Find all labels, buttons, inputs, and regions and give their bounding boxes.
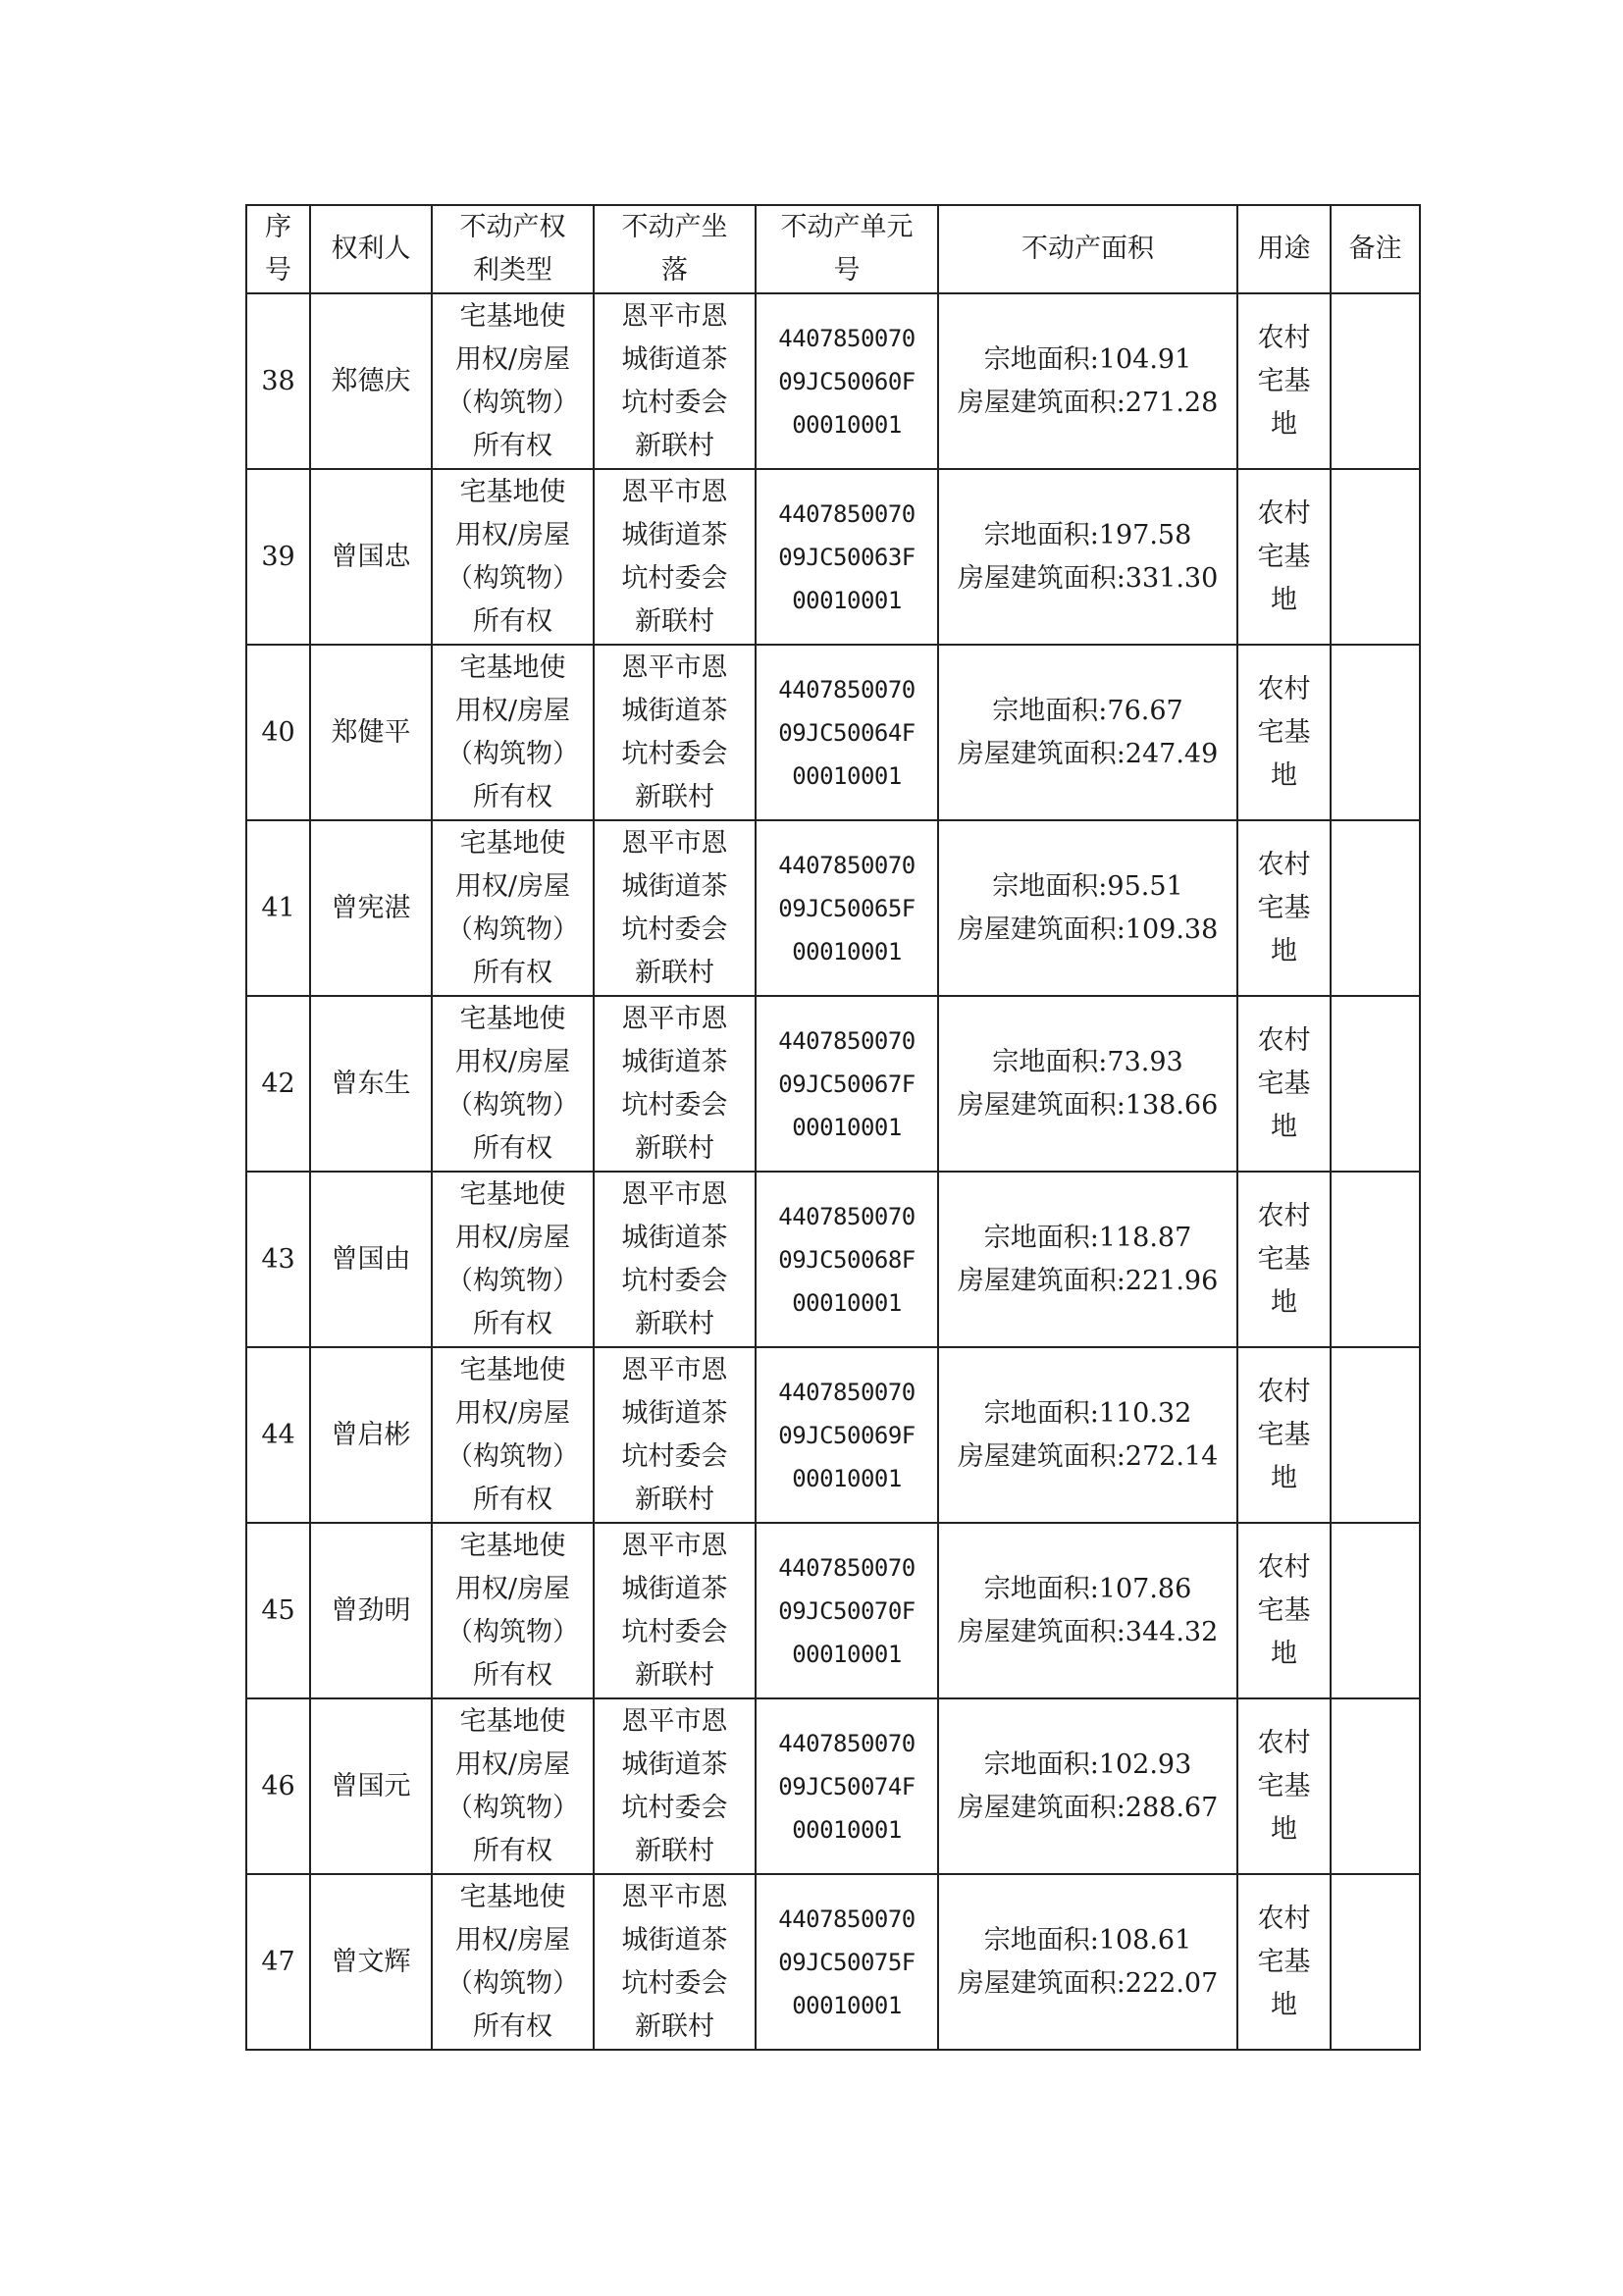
cell-right-type: [432, 996, 594, 1172]
cell-owner-text: 郑德庆: [331, 365, 411, 396]
cell-location: [594, 1523, 756, 1698]
cell-location-text: 恩平市恩 城街道茶 坑村委会 新联村: [621, 1003, 728, 1164]
cell-right-type-text: 宅基地使 用权/房屋 （构筑物） 所有权: [446, 1881, 579, 2042]
cell-owner: [310, 645, 432, 820]
cell-area-text: 宗地面积:95.51 房屋建筑面积:109.38: [957, 870, 1219, 945]
cell-no: [246, 1347, 310, 1523]
cell-right-type-text: 宅基地使 用权/房屋 （构筑物） 所有权: [446, 1530, 579, 1691]
cell-owner-text: 郑健平: [331, 716, 411, 748]
cell-location-text: 恩平市恩 城街道茶 坑村委会 新联村: [621, 300, 728, 461]
cell-area: [938, 996, 1237, 1172]
cell-area: [938, 1347, 1237, 1523]
cell-right-type: [432, 1698, 594, 1874]
cell-location-text: 恩平市恩 城街道茶 坑村委会 新联村: [621, 1705, 728, 1866]
cell-no-text: 43: [261, 1243, 295, 1275]
cell-usage: [1237, 1172, 1331, 1347]
cell-usage-text: 农村 宅基 地: [1257, 1551, 1311, 1669]
header-owner-label: 权利人: [331, 234, 411, 264]
cell-owner-text: 曾国由: [331, 1243, 411, 1275]
table-row: [246, 645, 1420, 820]
cell-owner-text: 曾宪湛: [331, 892, 411, 923]
cell-location-text: 恩平市恩 城街道茶 坑村委会 新联村: [621, 476, 728, 637]
cell-area: [938, 469, 1237, 645]
cell-no: [246, 1172, 310, 1347]
cell-remark: [1331, 645, 1420, 820]
cell-unit-no: [756, 469, 938, 645]
cell-right-type: [432, 1874, 594, 2050]
cell-unit-no: [756, 820, 938, 996]
header-usage: [1237, 205, 1331, 293]
cell-no-text: 39: [261, 541, 295, 572]
cell-usage: [1237, 1698, 1331, 1874]
cell-remark: [1331, 1347, 1420, 1523]
header-no-label: 序 号: [265, 212, 291, 286]
cell-owner: [310, 820, 432, 996]
cell-usage: [1237, 1874, 1331, 2050]
cell-owner-text: 曾劲明: [331, 1594, 411, 1626]
cell-owner: [310, 1523, 432, 1698]
cell-usage-text: 农村 宅基 地: [1257, 1024, 1311, 1142]
cell-owner: [310, 1698, 432, 1874]
cell-unit-no: [756, 996, 938, 1172]
header-area-label: 不动产面积: [1021, 234, 1154, 264]
cell-area: [938, 1698, 1237, 1874]
table-row: [246, 820, 1420, 996]
cell-location: [594, 645, 756, 820]
cell-area: [938, 645, 1237, 820]
cell-location: [594, 1172, 756, 1347]
cell-no-text: 44: [261, 1419, 295, 1450]
cell-right-type-text: 宅基地使 用权/房屋 （构筑物） 所有权: [446, 652, 579, 812]
cell-remark: [1331, 820, 1420, 996]
cell-remark: [1331, 1698, 1420, 1874]
cell-no-text: 45: [261, 1594, 295, 1626]
cell-unit-no-text: 4407850070 09JC50067F 00010001: [778, 1026, 916, 1141]
cell-remark: [1331, 1874, 1420, 2050]
cell-location-text: 恩平市恩 城街道茶 坑村委会 新联村: [621, 1354, 728, 1515]
cell-right-type-text: 宅基地使 用权/房屋 （构筑物） 所有权: [446, 300, 579, 461]
cell-right-type: [432, 1172, 594, 1347]
cell-no-text: 42: [261, 1068, 295, 1099]
cell-unit-no-text: 4407850070 09JC50065F 00010001: [778, 851, 916, 965]
header-location: [594, 205, 756, 293]
cell-location: [594, 996, 756, 1172]
cell-usage-text: 农村 宅基 地: [1257, 497, 1311, 615]
cell-no: [246, 996, 310, 1172]
cell-location: [594, 293, 756, 469]
cell-no: [246, 293, 310, 469]
cell-remark: [1331, 1523, 1420, 1698]
cell-owner-text: 曾东生: [331, 1068, 411, 1099]
cell-no: [246, 820, 310, 996]
cell-area-text: 宗地面积:76.67 房屋建筑面积:247.49: [957, 695, 1219, 769]
cell-unit-no-text: 4407850070 09JC50068F 00010001: [778, 1202, 916, 1317]
cell-owner: [310, 293, 432, 469]
table-row: [246, 1172, 1420, 1347]
cell-no-text: 46: [261, 1770, 295, 1801]
cell-location: [594, 1347, 756, 1523]
cell-remark: [1331, 469, 1420, 645]
cell-location: [594, 1874, 756, 2050]
cell-owner-text: 曾启彬: [331, 1419, 411, 1450]
cell-unit-no: [756, 645, 938, 820]
cell-location-text: 恩平市恩 城街道茶 坑村委会 新联村: [621, 827, 728, 988]
cell-no-text: 38: [261, 365, 295, 396]
cell-usage-text: 农村 宅基 地: [1257, 1200, 1311, 1318]
header-row: [246, 205, 1420, 293]
cell-usage-text: 农村 宅基 地: [1257, 1376, 1311, 1493]
cell-no: [246, 645, 310, 820]
cell-owner: [310, 996, 432, 1172]
cell-right-type: [432, 293, 594, 469]
cell-area: [938, 1172, 1237, 1347]
header-usage-label: 用途: [1257, 234, 1311, 264]
cell-remark: [1331, 293, 1420, 469]
property-rights-table: [245, 204, 1421, 2051]
cell-owner: [310, 1347, 432, 1523]
cell-owner-text: 曾国忠: [331, 541, 411, 572]
cell-location: [594, 469, 756, 645]
cell-right-type-text: 宅基地使 用权/房屋 （构筑物） 所有权: [446, 476, 579, 637]
cell-no: [246, 1523, 310, 1698]
cell-unit-no-text: 4407850070 09JC50063F 00010001: [778, 499, 916, 614]
cell-area-text: 宗地面积:102.93 房屋建筑面积:288.67: [957, 1748, 1219, 1823]
table-body: [246, 293, 1420, 2050]
cell-location: [594, 820, 756, 996]
cell-owner-text: 曾文辉: [331, 1946, 411, 1977]
cell-right-type-text: 宅基地使 用权/房屋 （构筑物） 所有权: [446, 1354, 579, 1515]
cell-location-text: 恩平市恩 城街道茶 坑村委会 新联村: [621, 652, 728, 812]
cell-area: [938, 1874, 1237, 2050]
table-row: [246, 996, 1420, 1172]
cell-area: [938, 1523, 1237, 1698]
cell-location-text: 恩平市恩 城街道茶 坑村委会 新联村: [621, 1881, 728, 2042]
cell-no: [246, 1698, 310, 1874]
cell-owner-text: 曾国元: [331, 1770, 411, 1801]
cell-unit-no-text: 4407850070 09JC50060F 00010001: [778, 324, 916, 439]
header-unit-no-label: 不动产单元 号: [780, 212, 914, 286]
cell-unit-no: [756, 1172, 938, 1347]
cell-owner: [310, 1874, 432, 2050]
cell-right-type-text: 宅基地使 用权/房屋 （构筑物） 所有权: [446, 1178, 579, 1339]
cell-location: [594, 1698, 756, 1874]
cell-area-text: 宗地面积:110.32 房屋建筑面积:272.14: [957, 1397, 1219, 1472]
table-row: [246, 1347, 1420, 1523]
cell-remark: [1331, 1172, 1420, 1347]
header-owner: [310, 205, 432, 293]
table-row: [246, 1698, 1420, 1874]
header-unit-no: [756, 205, 938, 293]
cell-unit-no: [756, 293, 938, 469]
cell-unit-no-text: 4407850070 09JC50074F 00010001: [778, 1729, 916, 1844]
cell-usage-text: 农村 宅基 地: [1257, 1727, 1311, 1845]
cell-no: [246, 469, 310, 645]
table-header: [246, 205, 1420, 293]
cell-usage-text: 农村 宅基 地: [1257, 849, 1311, 966]
cell-area-text: 宗地面积:118.87 房屋建筑面积:221.96: [957, 1222, 1219, 1296]
cell-unit-no: [756, 1523, 938, 1698]
cell-unit-no-text: 4407850070 09JC50075F 00010001: [778, 1905, 916, 2019]
cell-location-text: 恩平市恩 城街道茶 坑村委会 新联村: [621, 1530, 728, 1691]
cell-right-type: [432, 1523, 594, 1698]
table-row: [246, 293, 1420, 469]
cell-right-type: [432, 469, 594, 645]
header-remark-label: 备注: [1348, 234, 1402, 264]
cell-area-text: 宗地面积:197.58 房屋建筑面积:331.30: [957, 519, 1219, 594]
cell-usage: [1237, 820, 1331, 996]
header-area: [938, 205, 1237, 293]
cell-usage: [1237, 1523, 1331, 1698]
cell-area-text: 宗地面积:73.93 房屋建筑面积:138.66: [957, 1046, 1219, 1121]
cell-right-type-text: 宅基地使 用权/房屋 （构筑物） 所有权: [446, 1003, 579, 1164]
cell-usage: [1237, 293, 1331, 469]
header-location-label: 不动产坐 落: [621, 212, 728, 286]
header-no: [246, 205, 310, 293]
table-row: [246, 469, 1420, 645]
cell-unit-no-text: 4407850070 09JC50070F 00010001: [778, 1553, 916, 1668]
cell-right-type-text: 宅基地使 用权/房屋 （构筑物） 所有权: [446, 827, 579, 988]
cell-unit-no-text: 4407850070 09JC50069F 00010001: [778, 1378, 916, 1492]
cell-no-text: 47: [261, 1946, 295, 1977]
cell-right-type: [432, 645, 594, 820]
cell-usage-text: 农村 宅基 地: [1257, 673, 1311, 791]
cell-area-text: 宗地面积:107.86 房屋建筑面积:344.32: [957, 1573, 1219, 1647]
cell-right-type-text: 宅基地使 用权/房屋 （构筑物） 所有权: [446, 1705, 579, 1866]
cell-area: [938, 293, 1237, 469]
cell-right-type: [432, 1347, 594, 1523]
cell-usage: [1237, 469, 1331, 645]
table-row: [246, 1874, 1420, 2050]
cell-usage: [1237, 996, 1331, 1172]
cell-area-text: 宗地面积:104.91 房屋建筑面积:271.28: [957, 343, 1219, 418]
cell-usage-text: 农村 宅基 地: [1257, 322, 1311, 440]
cell-area-text: 宗地面积:108.61 房屋建筑面积:222.07: [957, 1924, 1219, 1999]
cell-no-text: 41: [261, 892, 295, 923]
cell-no-text: 40: [261, 716, 295, 748]
cell-remark: [1331, 996, 1420, 1172]
cell-usage: [1237, 645, 1331, 820]
header-remark: [1331, 205, 1420, 293]
header-right-type: [432, 205, 594, 293]
cell-owner: [310, 469, 432, 645]
cell-unit-no-text: 4407850070 09JC50064F 00010001: [778, 675, 916, 790]
cell-unit-no: [756, 1347, 938, 1523]
cell-owner: [310, 1172, 432, 1347]
cell-area: [938, 820, 1237, 996]
cell-usage: [1237, 1347, 1331, 1523]
header-right-type-label: 不动产权 利类型: [459, 212, 566, 286]
table-row: [246, 1523, 1420, 1698]
cell-location-text: 恩平市恩 城街道茶 坑村委会 新联村: [621, 1178, 728, 1339]
cell-right-type: [432, 820, 594, 996]
cell-unit-no: [756, 1698, 938, 1874]
cell-usage-text: 农村 宅基 地: [1257, 1903, 1311, 2020]
cell-unit-no: [756, 1874, 938, 2050]
cell-no: [246, 1874, 310, 2050]
